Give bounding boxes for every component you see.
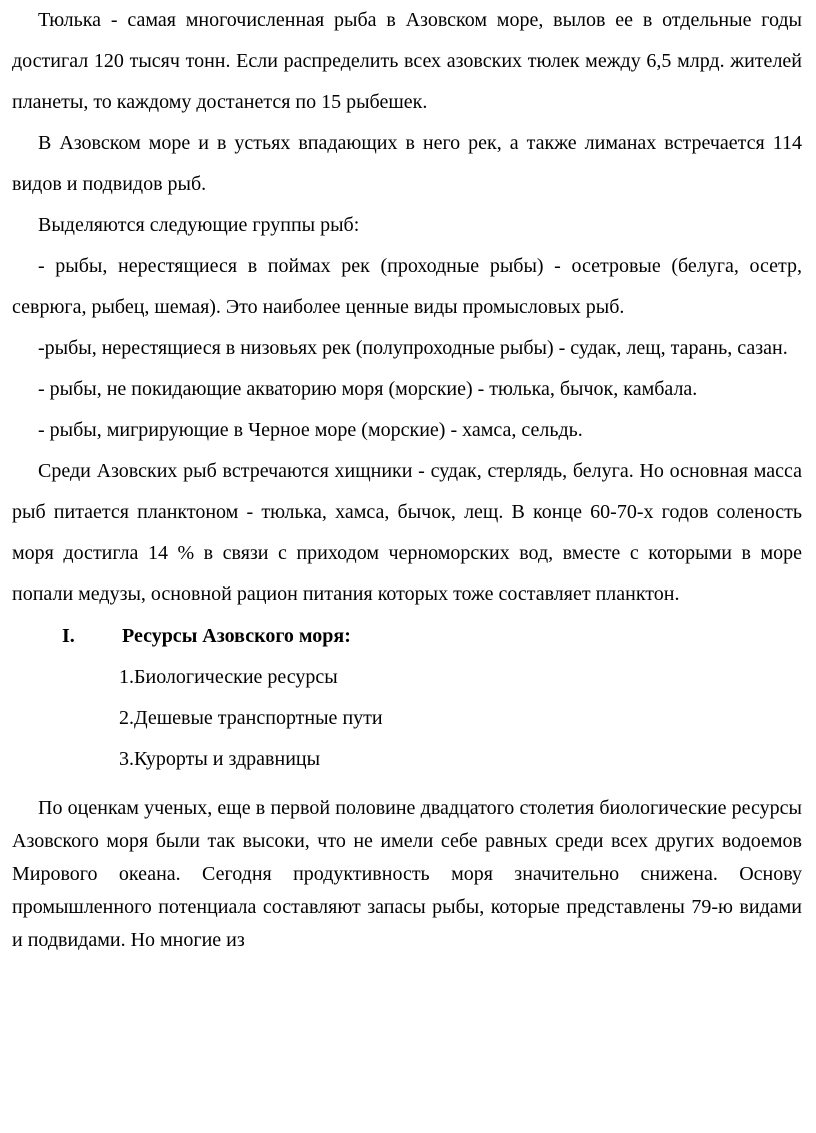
resources-list <box>12 657 802 780</box>
paragraph-group-marine: - рыбы, не покидающие акваторию моря (морские) - тюлька, бычок, камбала. <box>38 378 698 400</box>
section-heading <box>12 616 802 657</box>
paragraph-group-semi-anadromous: -рыбы, нерестящиеся в низовьях рек (полупроходные рыбы) - судак, лещ, тарань, сазан. <box>38 337 788 359</box>
paragraph-groups-intro: Выделяются следующие группы рыб: <box>38 214 360 236</box>
paragraph-closing: По оценкам ученых, еще в первой половине двадцатого столетия биологические ресурсы Азовского моря были так высоки, что не имели себе равных среди всех других водоемов Мирового океана. Сегодня продуктивность моря значительно снижена. Основу промышленного потенциала составляют запасы рыбы, которые представлены 79-ю видами и подвидами. Но многие из <box>12 797 802 951</box>
list-item: 3.Курорты и здравницы <box>119 748 321 770</box>
list-item: 1.Биологические ресурсы <box>119 666 338 688</box>
paragraph-group-migrating: - рыбы, мигрирующие в Черное море (морские) - хамса, сельдь. <box>38 419 583 441</box>
section-number: I. <box>62 625 75 647</box>
paragraph-group-anadromous: - рыбы, нерестящиеся в поймах рек (проходные рыбы) - осетровые (белуга, осетр, севрюга, рыбец, шемая). Это наиболее ценные виды промысловых рыб. <box>12 255 802 318</box>
paragraph-tyulka: Тюлька - самая многочисленная рыба в Азовском море, вылов ее в отдельные годы достигал 120 тысяч тонн. Если распределить всех азовских тюлек между 6,5 млрд. жителей планеты, то каждому достанется по 15 рыбешек. <box>12 9 802 113</box>
paragraph-predators: Среди Азовских рыб встречаются хищники - судак, стерлядь, белуга. Но основная масса рыб питается планктоном - тюлька, хамса, бычок, лещ. В конце 60-70-х годов соленость моря достигла 14 % в связи с приходом черноморских вод, вместе с которыми в море попали медузы, основной рацион питания которых тоже составляет планктон. <box>12 460 802 605</box>
section-title: Ресурсы Азовского моря: <box>122 625 351 647</box>
list-item: 2.Дешевые транспортные пути <box>119 707 383 729</box>
document-page <box>12 0 802 977</box>
paragraph-species-count: В Азовском море и в устьях впадающих в него рек, а также лиманах встречается 114 видов и подвидов рыб. <box>12 132 802 195</box>
